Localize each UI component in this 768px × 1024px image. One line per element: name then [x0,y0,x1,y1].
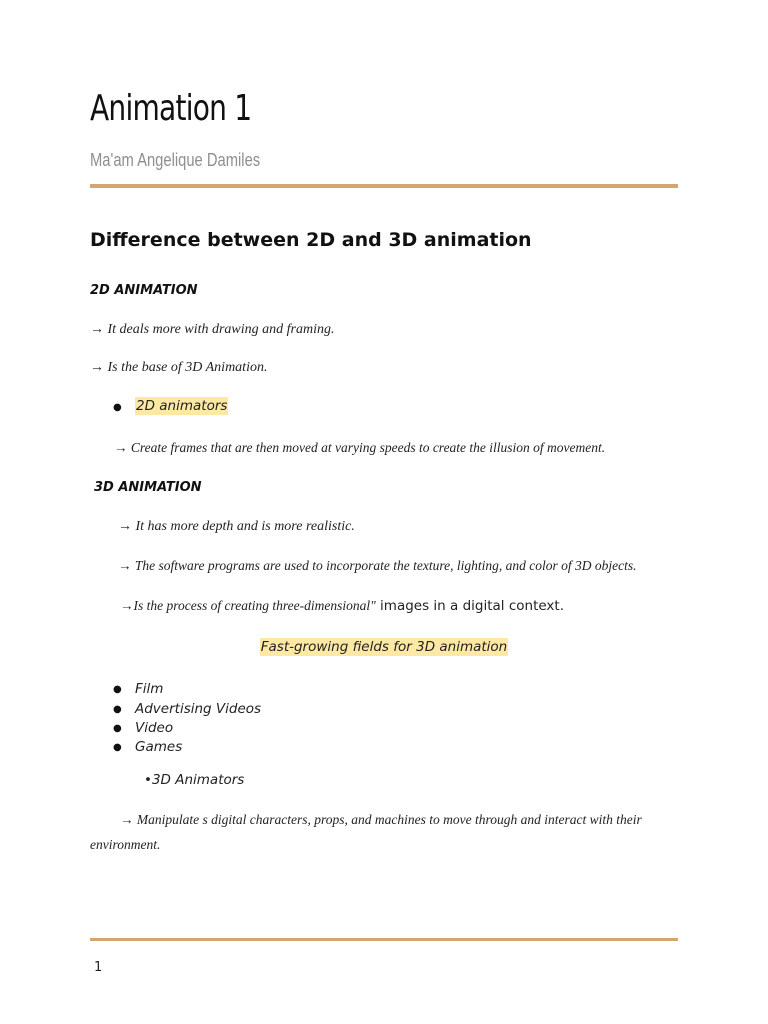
label-3d-animation: 3D ANIMATION [94,480,202,495]
line-3d-depth: → It has more depth and is more realistic. [118,519,355,534]
line-3d-process-rest: images in a digital context. [375,598,564,614]
bullet-icon: ● [113,402,122,413]
page-number: 1 [94,960,103,975]
line-3d-process [120,597,564,615]
bullet-2d-animators [135,398,228,414]
list-item-film: Film [135,681,164,697]
label-2d-animation: 2D ANIMATION [90,283,198,298]
highlighted-text: 2D animators [136,398,228,414]
list-item-games: Games [135,739,183,755]
line-3d-software: → The software programs are used to incorporate the texture, lighting, and color of 3D objects. [118,558,637,573]
line-manipulate: → Manipulate s digital characters, props, and machines to move through and interact with their [120,812,642,827]
bullet-icon: ● [113,723,122,734]
top-divider [90,184,678,188]
line-2d-base: → Is the base of 3D Animation. [90,360,268,375]
fields-heading: Fast-growing fields for 3D animation [260,639,508,655]
bullet-icon: ● [113,742,122,753]
document-subtitle: Ma'am Angelique Damiles [90,150,261,170]
section-heading: Difference between 2D and 3D animation [90,229,532,251]
document-title: Animation 1 [90,88,252,129]
bullet-icon: ● [113,704,122,715]
bottom-divider [90,938,678,941]
fields-heading-wrapper [0,638,768,656]
list-item-advertising: Advertising Videos [135,701,262,717]
line-2d-frames: → Create frames that are then moved at varying speeds to create the illusion of movement. [114,440,606,455]
list-item-video: Video [135,720,174,736]
line-3d-process-italic: →Is the process of creating three-dimensional" [120,598,376,613]
sub-bullet-3d-animators: •3D Animators [144,772,245,788]
line-environment: environment. [90,837,161,852]
line-2d-drawing: → It deals more with drawing and framing. [90,322,335,337]
bullet-icon: ● [113,684,122,695]
